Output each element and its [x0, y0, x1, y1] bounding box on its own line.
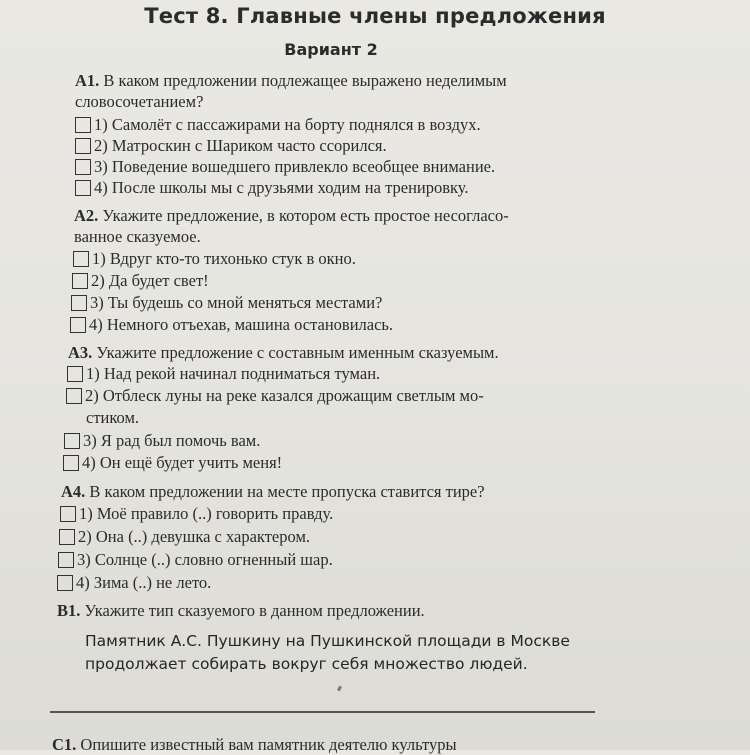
option-label: 2) Она (..) девушка с характером.	[78, 527, 311, 546]
option-label: 3) Ты будешь со мной меняться местами?	[90, 293, 383, 312]
question-text: Укажите тип сказуемого в данном предложении.	[84, 601, 425, 620]
option-a1-2[interactable]	[75, 135, 387, 156]
option-label: 3) Поведение вошедшего привлекло всеобщее внимание.	[94, 157, 496, 176]
checkbox[interactable]	[75, 180, 91, 196]
option-label: 2) Да будет свет!	[91, 271, 209, 290]
option-a4-3[interactable]	[58, 549, 333, 570]
variant-heading: Вариант 2	[284, 40, 378, 59]
option-a3-1[interactable]	[67, 363, 380, 384]
checkbox[interactable]	[75, 159, 91, 175]
question-b1	[57, 600, 425, 621]
checkbox[interactable]	[67, 366, 83, 382]
question-a1	[75, 70, 507, 91]
question-number: А4.	[61, 482, 86, 501]
question-c1	[52, 734, 457, 755]
question-text: В каком предложении подлежащее выражено неделимым	[103, 71, 507, 90]
checkbox[interactable]	[64, 433, 80, 449]
question-number: А1.	[75, 71, 100, 90]
option-label: 4) После школы мы с друзьями ходим на тренировку.	[94, 178, 469, 197]
option-a2-4[interactable]	[70, 314, 393, 335]
option-label: 2) Матроскин с Шариком часто ссорился.	[94, 136, 387, 155]
checkbox[interactable]	[58, 552, 74, 568]
question-a3	[68, 342, 499, 363]
checkbox[interactable]	[70, 317, 86, 333]
option-a1-4[interactable]	[75, 177, 469, 198]
question-text: Укажите предложение с составным именным сказуемым.	[96, 343, 499, 362]
option-a2-2[interactable]	[72, 270, 209, 291]
option-a2-3[interactable]	[71, 292, 382, 313]
question-a2-line2: ванное сказуемое.	[74, 227, 201, 246]
checkbox[interactable]	[71, 295, 87, 311]
option-a1-3[interactable]	[75, 156, 495, 177]
option-label: 4) Немного отъехав, машина остановилась.	[89, 315, 394, 334]
checkbox[interactable]	[57, 575, 73, 591]
checkbox[interactable]	[75, 138, 91, 154]
option-label: 1) Вдруг кто-то тихонько стук в окно.	[92, 249, 356, 268]
checkbox[interactable]	[59, 529, 75, 545]
question-number: А2.	[74, 206, 99, 225]
checkbox[interactable]	[73, 251, 89, 267]
question-a1-line2: словосочетанием?	[75, 92, 204, 111]
option-label: 3) Солнце (..) словно огненный шар.	[77, 550, 333, 569]
option-label: 4) Он ещё будет учить меня!	[82, 453, 283, 472]
option-a3-2-continuation: стиком.	[86, 408, 140, 427]
question-text: В каком предложении на месте пропуска ставится тире?	[89, 482, 485, 501]
checkbox[interactable]	[66, 388, 82, 404]
answer-line[interactable]	[50, 711, 595, 713]
option-a4-2[interactable]	[59, 526, 310, 547]
option-label: 4) Зима (..) не лето.	[76, 573, 212, 592]
passage-line-2: продолжает собирать вокруг себя множество людей.	[85, 655, 528, 673]
option-a3-3[interactable]	[64, 430, 260, 451]
question-text: Опишите известный вам памятник деятелю культуры	[80, 735, 457, 754]
checkbox[interactable]	[63, 455, 79, 471]
question-a4	[61, 481, 485, 502]
checkbox[interactable]	[72, 273, 88, 289]
option-label: 1) Над рекой начинал подниматься туман.	[86, 364, 381, 383]
question-a2	[74, 205, 509, 226]
option-a3-2[interactable]	[66, 385, 484, 406]
option-a4-4[interactable]	[57, 572, 211, 593]
checkbox[interactable]	[60, 506, 76, 522]
option-label: 1) Моё правило (..) говорить правду.	[79, 504, 334, 523]
option-label: 1) Самолёт с пассажирами на борту поднялся в воздух.	[94, 115, 481, 134]
option-label: 2) Отблеск луны на реке казался дрожащим светлым мо-	[85, 386, 484, 405]
question-number: А3.	[68, 343, 93, 362]
checkbox[interactable]	[75, 117, 91, 133]
option-label: 3) Я рад был помочь вам.	[83, 431, 261, 450]
question-number: С1.	[52, 735, 77, 754]
pen-mark	[337, 686, 342, 692]
option-a3-4[interactable]	[63, 452, 282, 473]
page-title: Тест 8. Главные члены предложения	[144, 4, 606, 28]
option-a2-1[interactable]	[73, 248, 356, 269]
option-a1-1[interactable]	[75, 114, 481, 135]
option-a4-1[interactable]	[60, 503, 333, 524]
question-number: В1.	[57, 601, 81, 620]
passage-line-1: Памятник А.С. Пушкину на Пушкинской площади в Москве	[85, 632, 570, 650]
question-text: Укажите предложение, в котором есть простое несогласо-	[102, 206, 509, 225]
